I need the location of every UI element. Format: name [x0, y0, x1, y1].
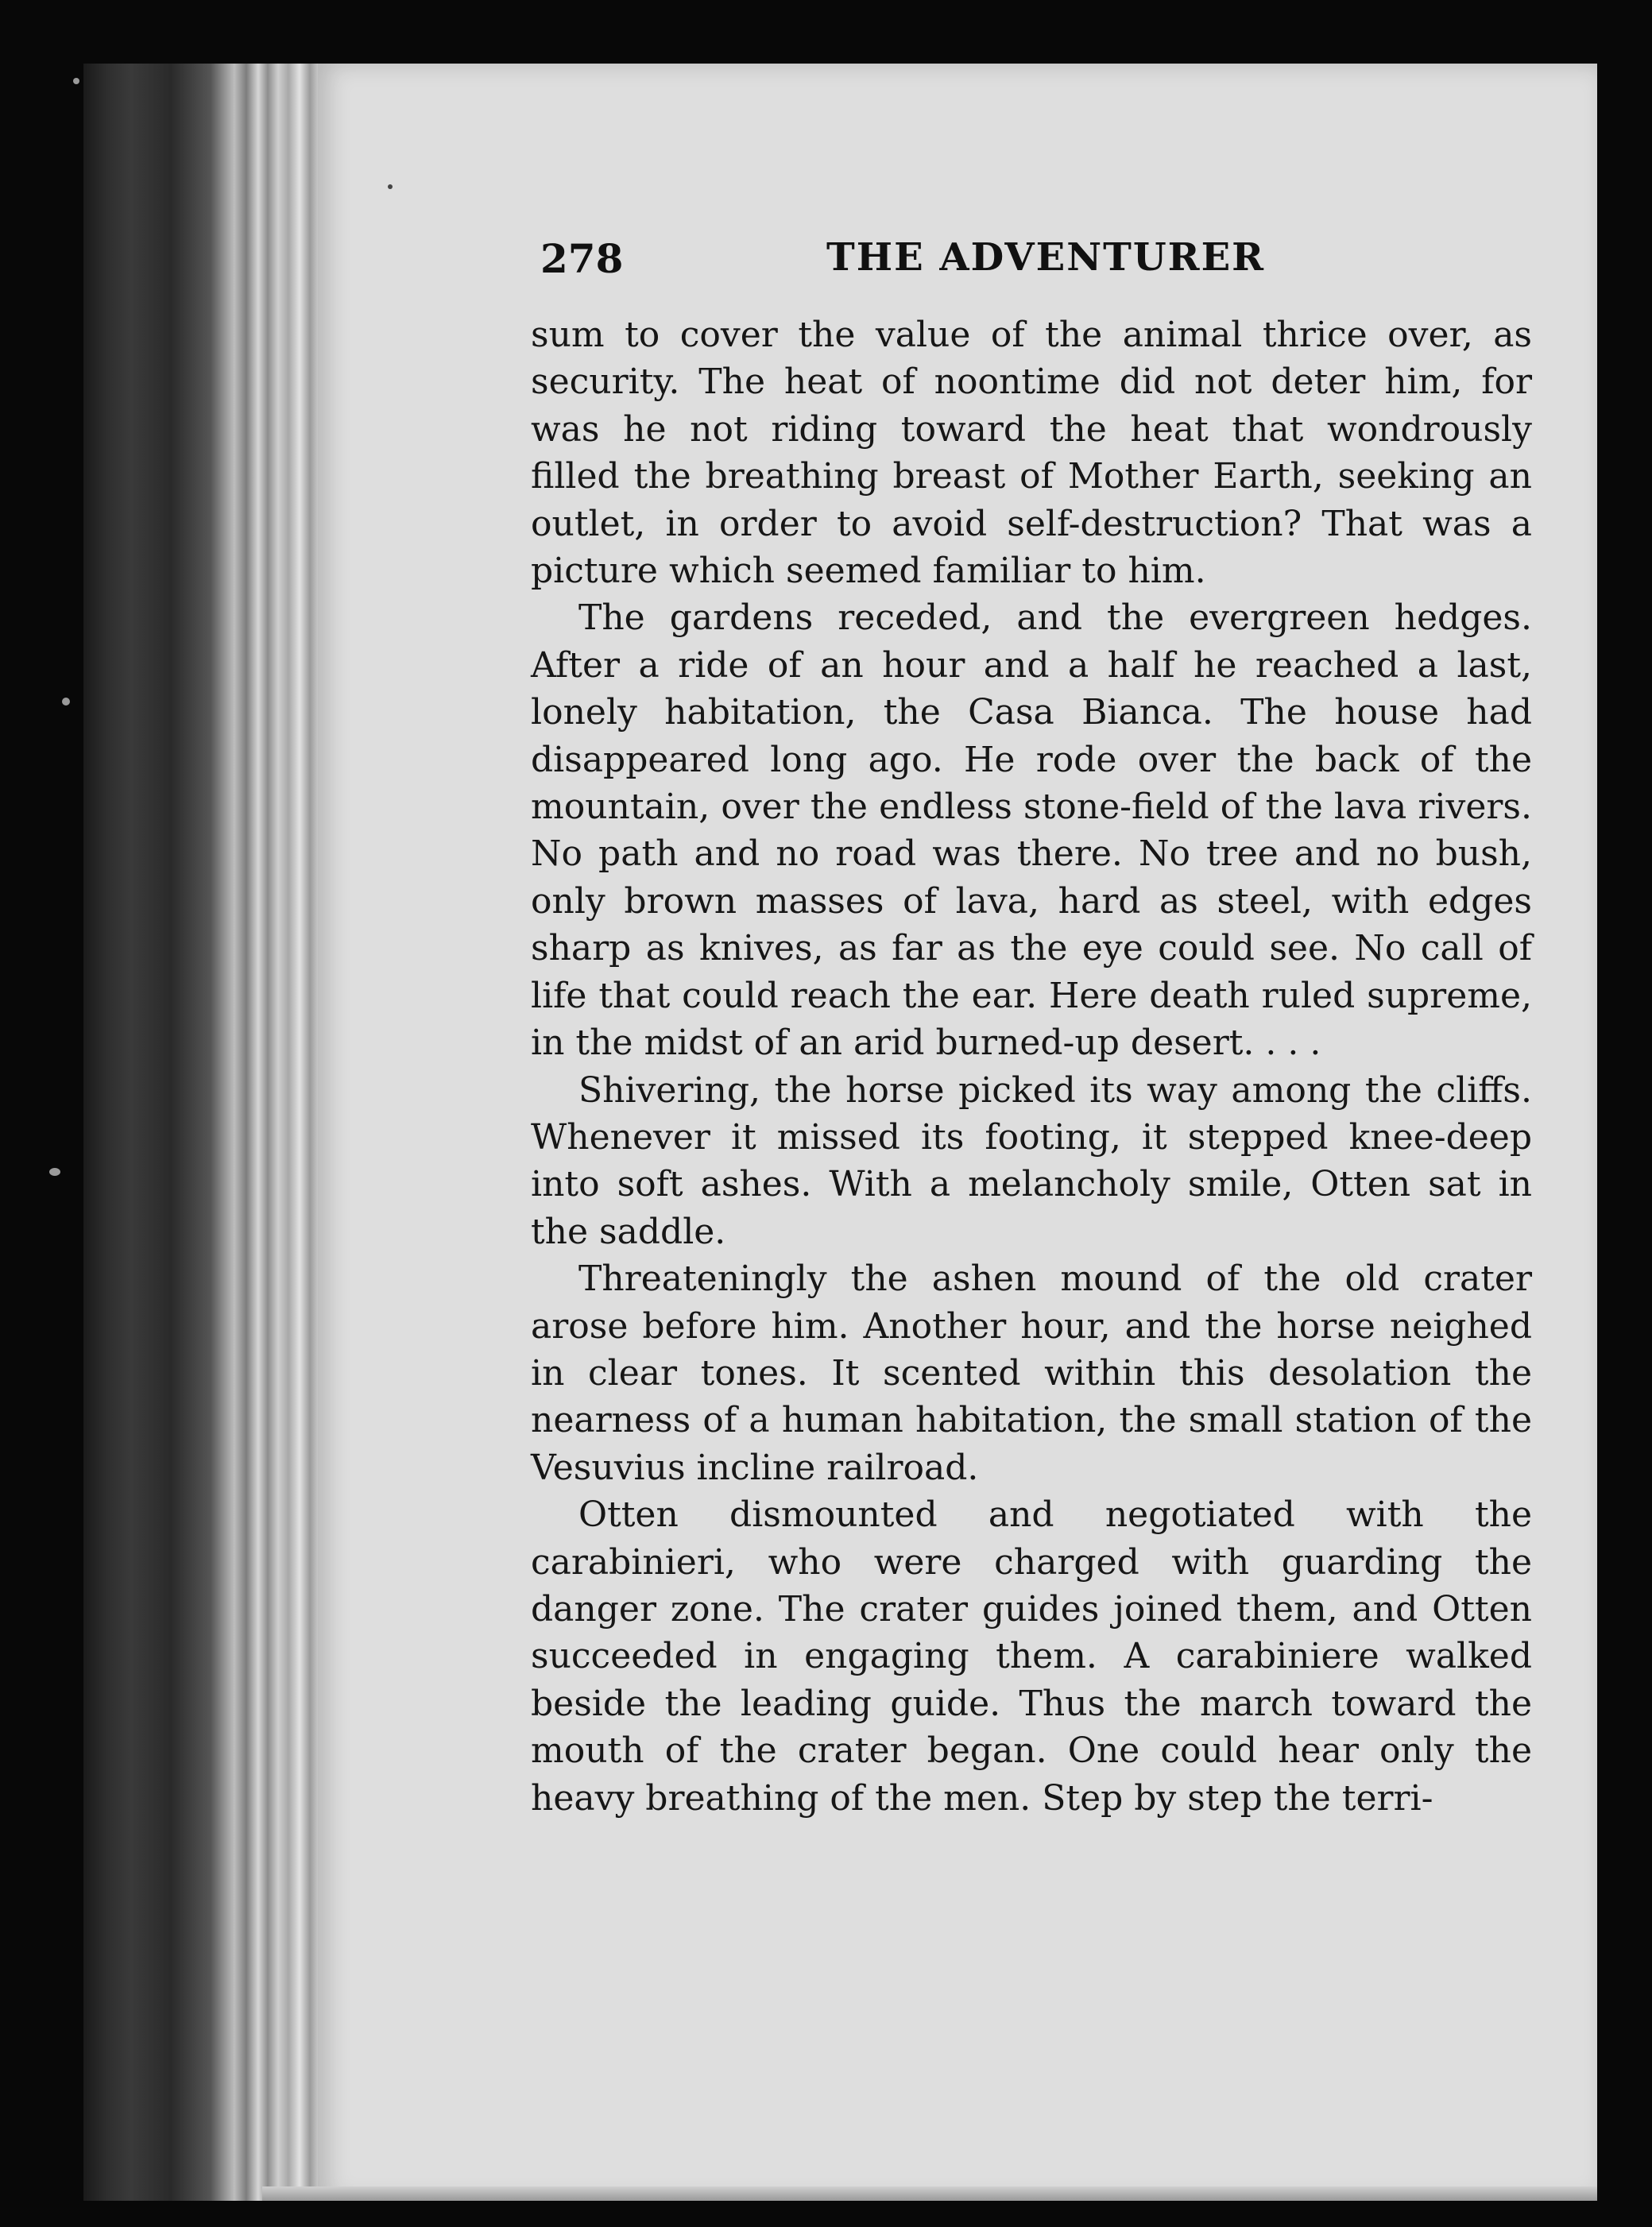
paragraph: Threateningly the ashen mound of the old crater arose before him. Another hour, and the horse neighed in clear tones. It scented within this desolation the nearness of a human habitation, the small station of the Vesuvius incline railroad.	[531, 1258, 1532, 1488]
dust-speck	[73, 78, 79, 84]
paragraph: Shivering, the horse picked its way among the cliffs. Whenever it missed its footing, it stepped knee-deep into soft ashes. With a melancholy smile, Otten sat in the saddle.	[531, 1069, 1532, 1252]
paragraph: sum to cover the value of the animal thrice over, as security. The heat of noontime did not deter him, for was he not riding toward the heat that wondrously filled the breathing breast of Mother Earth, seeking an outlet, in order to avoid self-destruction? That was a picture which seemed familiar to him.	[531, 315, 1532, 592]
running-title: THE ADVENTURER	[826, 235, 1266, 280]
paragraph: The gardens receded, and the evergreen hedges. After a ride of an hour and a half he reached a last, lonely habitation, the Casa Bianca. The house had disappeared long ago. He rode over the back of the mountain, over the endless stone-field of the lava rivers. No path and no road was there. No tree and no bush, only brown masses of lava, hard as steel, with edges sharp as knives, as far as the eye could see. No call of life that could reach the ear. Here death ruled supreme, in the midst of an arid burned-up desert. . . .	[531, 597, 1532, 1064]
page-number: 278	[540, 235, 624, 282]
paragraph: Otten dismounted and negotiated with the carabinieri, who were charged with guarding the danger zone. The crater guides joined them, and Otten succeeded in engaging them. A carabiniere walked beside the leading guide. Thus the march toward the mouth of the crater began. One could hear only the heavy breathing of the men. Step by step the terri-	[531, 1494, 1532, 1819]
book-spine-edge	[83, 64, 322, 2201]
dust-speck	[49, 1168, 60, 1176]
dust-speck	[62, 698, 70, 706]
running-head	[540, 235, 1549, 299]
page-bottom-edge	[262, 2186, 1597, 2201]
dust-speck	[388, 184, 393, 189]
body-text	[531, 311, 1532, 1822]
